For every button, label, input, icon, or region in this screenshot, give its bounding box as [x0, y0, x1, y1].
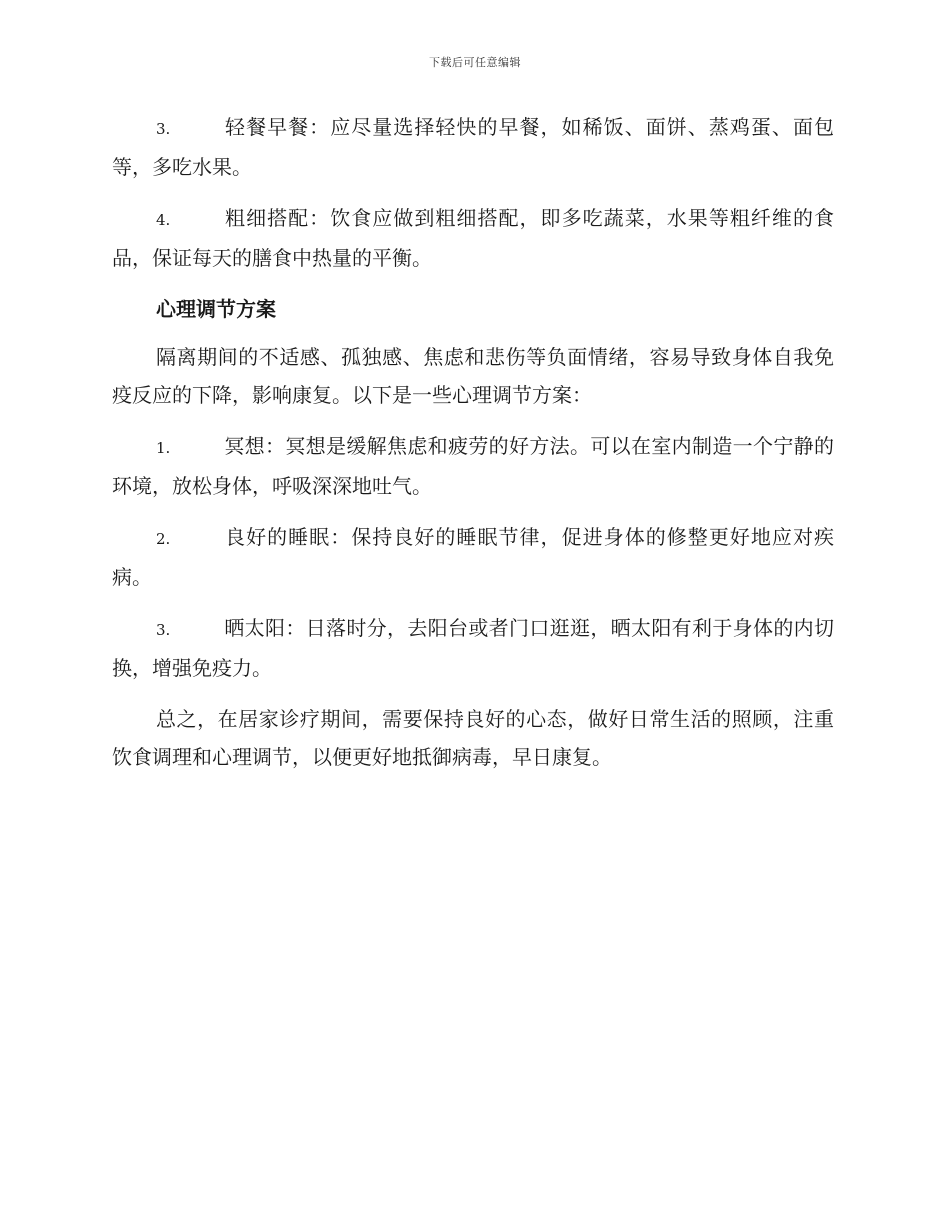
diet-item-3: [112, 108, 834, 186]
list-number: 4.: [156, 211, 171, 229]
section-heading-psych: 心理调节方案: [156, 297, 276, 321]
diet-item-4: [112, 199, 834, 277]
document-body: [112, 108, 834, 789]
list-item-text: 冥想：冥想是缓解焦虑和疲劳的好方法。可以在室内制造一个宁静的环境，放松身体，呼吸深深地吐气。: [112, 434, 834, 498]
list-number: 3.: [156, 120, 171, 138]
list-item-text: 粗细搭配：饮食应做到粗细搭配，即多吃蔬菜，水果等粗纤维的食品，保证每天的膳食中热量的平衡。: [112, 206, 834, 270]
list-item-text: 晒太阳：日落时分，去阳台或者门口逛逛，晒太阳有利于身体的内切换，增强免疫力。: [112, 616, 834, 680]
page-header: 下载后可任意编辑: [429, 56, 521, 69]
list-number: 1.: [156, 439, 171, 457]
psych-item-3: [112, 609, 834, 687]
list-number: 3.: [156, 621, 171, 639]
list-number: 2.: [156, 530, 171, 548]
list-item-text: 轻餐早餐：应尽量选择轻快的早餐，如稀饭、面饼、蒸鸡蛋、面包等，多吃水果。: [112, 115, 834, 179]
psych-intro: 隔离期间的不适感、孤独感、焦虑和悲伤等负面情绪，容易导致身体自我免疫反应的下降，影响康复。以下是一些心理调节方案：: [112, 345, 834, 407]
psych-item-2: [112, 518, 834, 596]
psych-item-1: [112, 427, 834, 505]
conclusion-paragraph: 总之，在居家诊疗期间，需要保持良好的心态，做好日常生活的照顾，注重饮食调理和心理调节，以便更好地抵御病毒，早日康复。: [112, 707, 834, 769]
list-item-text: 良好的睡眠：保持良好的睡眠节律，促进身体的修整更好地应对疾病。: [112, 525, 834, 589]
